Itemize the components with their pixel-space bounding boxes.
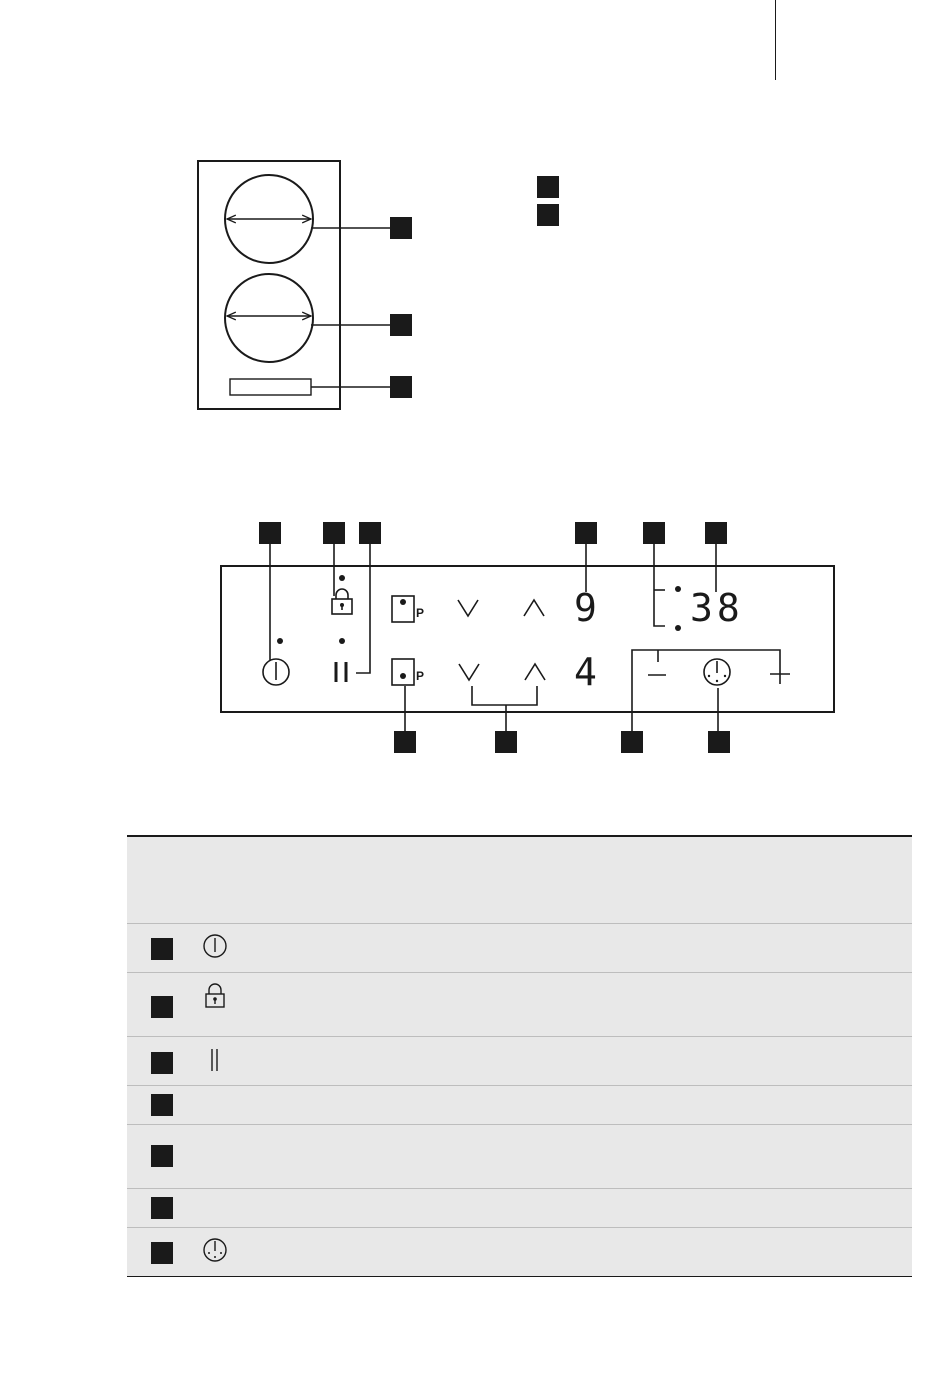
bracket-heat-setting [472,686,537,705]
legend-badge-2 [537,204,559,226]
legend-badge-1 [537,176,559,198]
lock-indicator-dot [339,575,345,581]
heat-down-front-icon[interactable] [459,664,479,680]
cooking-zone-rear [225,274,313,362]
powerboost-front-icon[interactable] [392,659,414,685]
leader-pause [356,544,370,673]
heat-up-rear-icon[interactable] [524,600,544,616]
bracket-timer-adjust [632,650,780,731]
heat-display-front: 4 [574,650,597,694]
callout-badge-hob-2 [390,314,412,336]
table-row [127,924,912,973]
control-panel-strip [230,379,311,395]
row-badge [151,938,173,960]
page-footer [0,1310,950,1340]
row-badge [151,1242,173,1264]
pause-icon[interactable] [336,662,346,682]
timer-rear-zone-indicator-dot [675,586,681,592]
table-header [127,837,912,924]
on-off-icon[interactable] [263,659,289,685]
powerboost-rear-letter: P [416,606,425,620]
timer-plus-icon[interactable] [770,664,790,684]
sensor-table [127,835,912,1277]
timer-front-zone-indicator-dot [675,625,681,631]
row-badge [151,1094,173,1116]
table-row [127,1125,912,1189]
table-row [127,1228,912,1277]
table-row [127,1037,912,1086]
table-row [127,1189,912,1228]
timer-icon[interactable] [704,659,730,685]
timer-display: 38 [690,586,744,630]
row-badge [151,1052,173,1074]
heat-down-rear-icon[interactable] [458,600,478,616]
control-panel-svg [0,500,950,770]
lock-icon [203,983,231,1011]
powerboost-front-letter: P [416,669,425,683]
on-off-icon [203,934,231,962]
timer-icon [203,1238,231,1266]
lock-icon[interactable] [332,589,352,614]
powerboost-rear-icon[interactable] [392,596,414,622]
heat-up-front-icon[interactable] [525,664,545,680]
table-row [127,973,912,1037]
callout-badge-hob-3 [390,376,412,398]
row-badge [151,1145,173,1167]
table-row [127,1086,912,1125]
row-badge [151,1197,173,1219]
callout-badge-hob-1 [390,217,412,239]
pause-indicator-dot [339,638,345,644]
leader-timer-indicators-bracket [654,544,665,626]
heat-display-rear: 9 [574,586,597,630]
header-divider [775,0,776,80]
on-off-indicator-dot [277,638,283,644]
row-badge [151,996,173,1018]
pause-icon [203,1047,231,1075]
